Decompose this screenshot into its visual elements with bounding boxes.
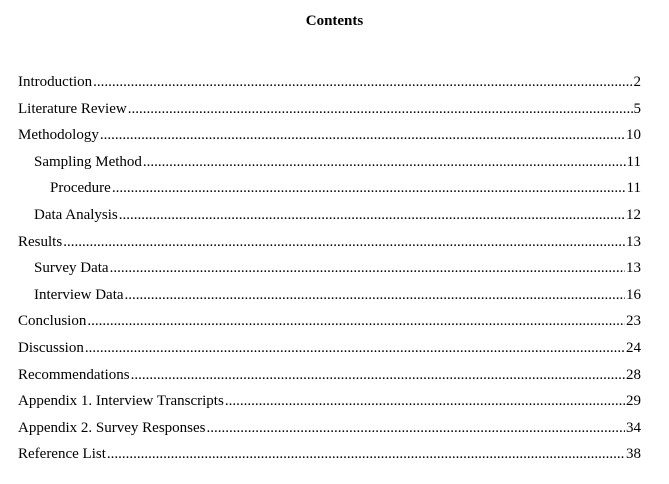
toc-entry[interactable] [18,231,641,258]
toc-entry-label: Introduction [18,74,93,90]
toc-entry[interactable] [18,310,641,337]
toc-entry-page: 11 [626,180,641,197]
toc-entry-page: 38 [626,446,641,463]
toc-entry-page: 2 [633,74,641,90]
toc-entry[interactable] [18,390,641,417]
toc-entry[interactable] [18,177,641,204]
toc-entry[interactable] [18,151,641,178]
toc-entry-page: 5 [633,100,641,117]
toc-entry-label: Reference List [18,446,106,463]
toc-dot-leader [112,177,626,199]
toc-dot-leader [85,337,625,359]
toc-dot-leader [119,204,625,226]
toc-entry-page: 34 [626,419,641,436]
toc-dot-leader [125,284,625,306]
toc-dot-leader [225,390,625,412]
toc-dot-leader [93,71,632,93]
toc-entry-label: Results [18,233,63,250]
toc-entry[interactable] [18,417,641,444]
toc-entry-label: Appendix 1. Interview Transcripts [18,393,224,410]
toc-dot-leader [63,231,625,253]
toc-entry[interactable] [18,364,641,391]
toc-dot-leader [107,443,625,465]
toc-entry-label: Discussion [18,339,84,356]
toc-entry-label: Interview Data [34,286,124,303]
toc-entry-page: 12 [626,206,641,223]
toc-dot-leader [100,124,625,146]
toc-dot-leader [128,98,633,120]
toc-entry-page: 13 [626,260,641,277]
toc-entry-page: 23 [626,313,641,330]
toc-entry[interactable] [18,257,641,284]
toc-entry-page: 29 [626,393,641,410]
toc-entry[interactable] [18,204,641,231]
toc-dot-leader [87,310,625,332]
toc-entry-label: Appendix 2. Survey Responses [18,419,206,436]
table-of-contents [18,71,641,470]
toc-entry-label: Data Analysis [34,206,118,223]
toc-dot-leader [131,364,625,386]
toc-entry-label: Conclusion [18,313,87,330]
toc-entry[interactable] [18,337,641,364]
toc-entry-page: 24 [626,339,641,356]
toc-title: Contents [305,13,364,29]
toc-dot-leader [207,417,626,439]
toc-entry-label: Methodology [18,127,99,144]
toc-dot-leader [143,151,626,173]
toc-entry-label: Recommendations [18,366,130,383]
toc-entry-page: 16 [626,286,641,303]
toc-entry[interactable] [18,443,641,470]
toc-entry[interactable] [18,98,641,125]
toc-entry-label: Sampling Method [34,153,142,170]
toc-entry[interactable] [18,71,641,98]
toc-entry[interactable] [18,284,641,311]
toc-dot-leader [110,257,625,279]
toc-entry-label: Literature Review [18,100,127,117]
toc-entry-page: 28 [626,366,641,383]
toc-entry-label: Survey Data [34,260,109,277]
toc-entry-page: 10 [626,127,641,144]
toc-entry[interactable] [18,124,641,151]
toc-entry-label: Procedure [50,180,111,197]
toc-entry-page: 11 [626,153,641,170]
toc-entry-page: 13 [626,233,641,250]
